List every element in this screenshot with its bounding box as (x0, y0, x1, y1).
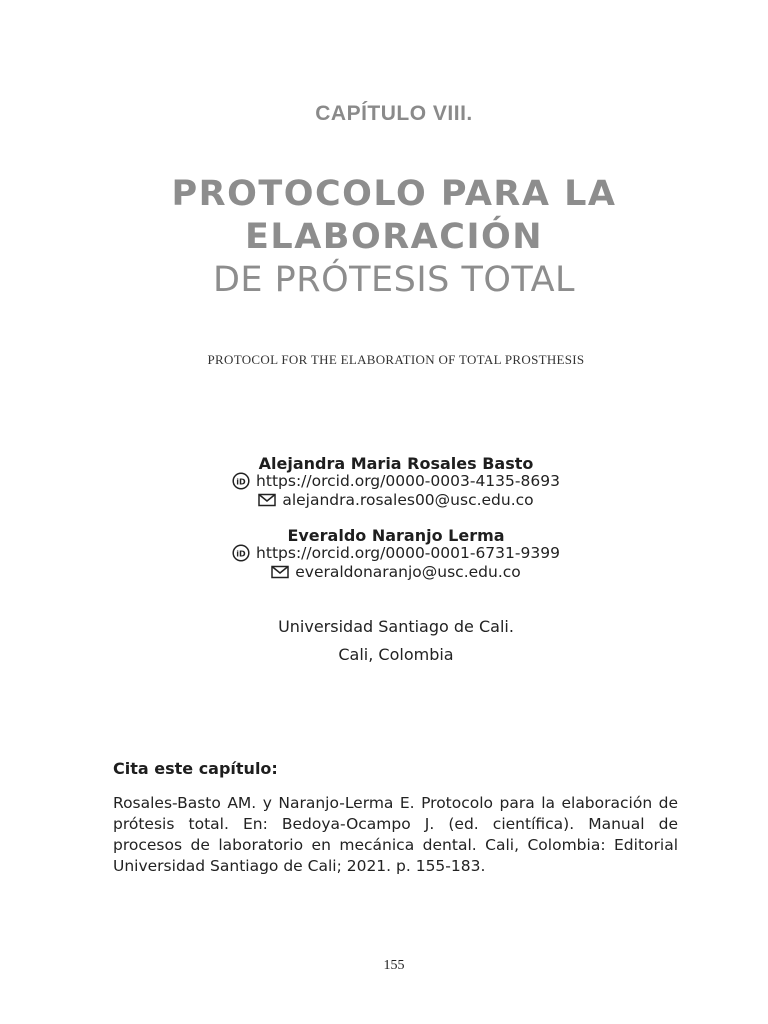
title-line-2: ELABORACIÓN (244, 217, 544, 257)
institution-name: Universidad Santiago de Cali. (278, 617, 514, 636)
author-email-link-1[interactable]: alejandra.rosales00@usc.edu.co (282, 491, 534, 509)
author-orcid-row-2 (12, 544, 768, 562)
chapter-label: CAPÍTULO VIII. (315, 102, 473, 125)
author-orcid-link-1[interactable]: https://orcid.org/0000-0003-4135-8693 (256, 472, 560, 490)
author-email-link-2[interactable]: everaldonaranjo@usc.edu.co (295, 563, 521, 581)
envelope-icon (258, 493, 276, 507)
page-number: 155 (383, 958, 405, 973)
institution-location: Cali, Colombia (338, 645, 454, 664)
author-name-2: Everaldo Naranjo Lerma (287, 526, 505, 545)
orcid-icon (232, 544, 250, 562)
author-email-row-1 (12, 491, 768, 509)
svg-text:iD: iD (236, 477, 246, 487)
author-email-row-2 (12, 563, 768, 581)
citation-heading: Cita este capítulo: (113, 759, 278, 778)
author-name-1: Alejandra Maria Rosales Basto (258, 454, 534, 473)
citation-text: Rosales-Basto AM. y Naranjo-Lerma E. Protocolo para la elaboración de prótesis total. En: Bedoya-Ocampo J. (ed. científica). Manual de procesos de laboratorio en mecánica dental. Cali, Colombia: Editorial Universidad Santiago de Cali; 2021. p. 155-183. (113, 794, 678, 875)
title-line-3: DE PRÓTESIS TOTAL (212, 260, 576, 300)
svg-text:iD: iD (236, 549, 246, 559)
author-orcid-row-1 (12, 472, 768, 490)
english-subtitle: PROTOCOL FOR THE ELABORATION OF TOTAL PROSTHESIS (207, 352, 585, 367)
title-line-1: PROTOCOLO PARA LA (171, 174, 617, 214)
author-orcid-link-2[interactable]: https://orcid.org/0000-0001-6731-9399 (256, 544, 560, 562)
orcid-icon (232, 472, 250, 490)
envelope-icon (271, 565, 289, 579)
